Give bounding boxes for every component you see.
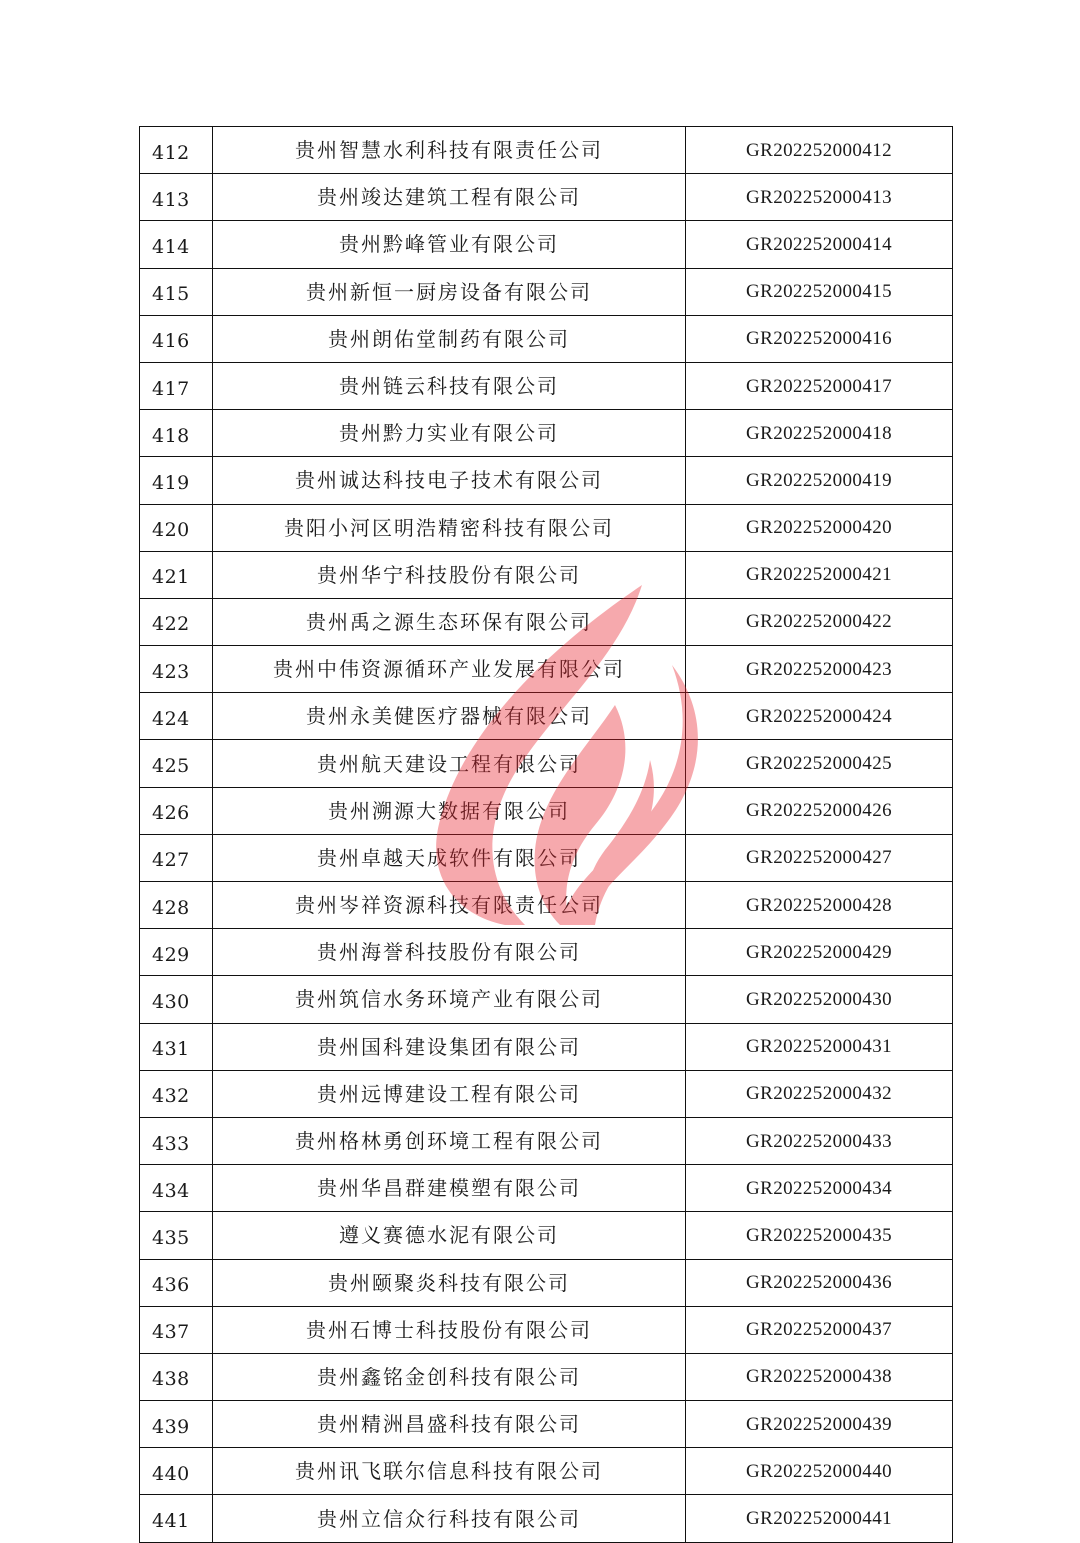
certificate-number: GR202252000412 xyxy=(686,127,953,174)
table-row xyxy=(140,976,953,1023)
row-number: 429 xyxy=(140,929,213,976)
row-number: 436 xyxy=(140,1259,213,1306)
certificate-table xyxy=(139,126,953,1543)
row-number: 422 xyxy=(140,598,213,645)
row-number: 417 xyxy=(140,362,213,409)
company-name: 贵州黔峰管业有限公司 xyxy=(213,221,686,268)
company-name: 贵州讯飞联尔信息科技有限公司 xyxy=(213,1448,686,1495)
certificate-number: GR202252000438 xyxy=(686,1353,953,1400)
row-number: 412 xyxy=(140,127,213,174)
certificate-number: GR202252000419 xyxy=(686,457,953,504)
table-row xyxy=(140,598,953,645)
row-number: 439 xyxy=(140,1401,213,1448)
certificate-number: GR202252000437 xyxy=(686,1306,953,1353)
company-name: 贵州国科建设集团有限公司 xyxy=(213,1023,686,1070)
table-row xyxy=(140,1353,953,1400)
row-number: 428 xyxy=(140,882,213,929)
company-name: 贵州链云科技有限公司 xyxy=(213,362,686,409)
row-number: 418 xyxy=(140,410,213,457)
certificate-number: GR202252000414 xyxy=(686,221,953,268)
company-name: 贵州颐聚炎科技有限公司 xyxy=(213,1259,686,1306)
company-name: 贵州华昌群建模塑有限公司 xyxy=(213,1165,686,1212)
table-row xyxy=(140,1306,953,1353)
table-row xyxy=(140,504,953,551)
table-row xyxy=(140,787,953,834)
table-row xyxy=(140,457,953,504)
certificate-number: GR202252000428 xyxy=(686,882,953,929)
certificate-number: GR202252000436 xyxy=(686,1259,953,1306)
table-row xyxy=(140,1495,953,1542)
row-number: 424 xyxy=(140,693,213,740)
certificate-number: GR202252000429 xyxy=(686,929,953,976)
certificate-number: GR202252000418 xyxy=(686,410,953,457)
row-number: 419 xyxy=(140,457,213,504)
certificate-number: GR202252000434 xyxy=(686,1165,953,1212)
certificate-number: GR202252000425 xyxy=(686,740,953,787)
certificate-number: GR202252000424 xyxy=(686,693,953,740)
row-number: 421 xyxy=(140,551,213,598)
table-row xyxy=(140,1070,953,1117)
table-row xyxy=(140,1212,953,1259)
row-number: 433 xyxy=(140,1117,213,1164)
company-name: 贵州华宁科技股份有限公司 xyxy=(213,551,686,598)
table-row xyxy=(140,315,953,362)
certificate-number: GR202252000430 xyxy=(686,976,953,1023)
row-number: 416 xyxy=(140,315,213,362)
table-row xyxy=(140,410,953,457)
row-number: 413 xyxy=(140,174,213,221)
certificate-number: GR202252000422 xyxy=(686,598,953,645)
certificate-number: GR202252000431 xyxy=(686,1023,953,1070)
company-name: 贵州筑信水务环境产业有限公司 xyxy=(213,976,686,1023)
table-row xyxy=(140,1401,953,1448)
company-name: 贵州智慧水利科技有限责任公司 xyxy=(213,127,686,174)
row-number: 426 xyxy=(140,787,213,834)
row-number: 431 xyxy=(140,1023,213,1070)
row-number: 432 xyxy=(140,1070,213,1117)
company-name: 贵州竣达建筑工程有限公司 xyxy=(213,174,686,221)
table-row xyxy=(140,646,953,693)
certificate-number: GR202252000416 xyxy=(686,315,953,362)
row-number: 434 xyxy=(140,1165,213,1212)
table-row xyxy=(140,693,953,740)
table-row xyxy=(140,1117,953,1164)
certificate-number: GR202252000433 xyxy=(686,1117,953,1164)
table-row xyxy=(140,882,953,929)
certificate-number: GR202252000423 xyxy=(686,646,953,693)
table-row xyxy=(140,268,953,315)
table-row xyxy=(140,740,953,787)
row-number: 425 xyxy=(140,740,213,787)
company-name: 贵州禹之源生态环保有限公司 xyxy=(213,598,686,645)
table-row xyxy=(140,362,953,409)
company-name: 贵州新恒一厨房设备有限公司 xyxy=(213,268,686,315)
company-name: 贵州朗佑堂制药有限公司 xyxy=(213,315,686,362)
row-number: 430 xyxy=(140,976,213,1023)
row-number: 423 xyxy=(140,646,213,693)
row-number: 441 xyxy=(140,1495,213,1542)
certificate-number: GR202252000420 xyxy=(686,504,953,551)
company-name: 贵州中伟资源循环产业发展有限公司 xyxy=(213,646,686,693)
company-name: 贵州格林勇创环境工程有限公司 xyxy=(213,1117,686,1164)
company-name: 贵州溯源大数据有限公司 xyxy=(213,787,686,834)
certificate-number: GR202252000421 xyxy=(686,551,953,598)
company-name: 贵州立信众行科技有限公司 xyxy=(213,1495,686,1542)
row-number: 415 xyxy=(140,268,213,315)
row-number: 427 xyxy=(140,834,213,881)
company-name: 贵州岑祥资源科技有限责任公司 xyxy=(213,882,686,929)
company-name: 贵州远博建设工程有限公司 xyxy=(213,1070,686,1117)
certificate-number: GR202252000440 xyxy=(686,1448,953,1495)
table-row xyxy=(140,221,953,268)
company-name: 贵阳小河区明浩精密科技有限公司 xyxy=(213,504,686,551)
table-row xyxy=(140,929,953,976)
certificate-number: GR202252000441 xyxy=(686,1495,953,1542)
table-row xyxy=(140,1165,953,1212)
table-row xyxy=(140,834,953,881)
company-name: 贵州精洲昌盛科技有限公司 xyxy=(213,1401,686,1448)
row-number: 435 xyxy=(140,1212,213,1259)
table-row xyxy=(140,1259,953,1306)
table-row xyxy=(140,551,953,598)
certificate-number: GR202252000417 xyxy=(686,362,953,409)
company-name: 贵州黔力实业有限公司 xyxy=(213,410,686,457)
company-name: 贵州航天建设工程有限公司 xyxy=(213,740,686,787)
certificate-number: GR202252000426 xyxy=(686,787,953,834)
company-name: 遵义赛德水泥有限公司 xyxy=(213,1212,686,1259)
table-row xyxy=(140,174,953,221)
certificate-number: GR202252000439 xyxy=(686,1401,953,1448)
company-name: 贵州诚达科技电子技术有限公司 xyxy=(213,457,686,504)
row-number: 437 xyxy=(140,1306,213,1353)
company-name: 贵州卓越天成软件有限公司 xyxy=(213,834,686,881)
company-name: 贵州石博士科技股份有限公司 xyxy=(213,1306,686,1353)
company-name: 贵州永美健医疗器械有限公司 xyxy=(213,693,686,740)
table-row xyxy=(140,127,953,174)
certificate-number: GR202252000435 xyxy=(686,1212,953,1259)
table-body xyxy=(140,127,953,1543)
row-number: 438 xyxy=(140,1353,213,1400)
row-number: 420 xyxy=(140,504,213,551)
certificate-number: GR202252000432 xyxy=(686,1070,953,1117)
row-number: 440 xyxy=(140,1448,213,1495)
company-name: 贵州鑫铭金创科技有限公司 xyxy=(213,1353,686,1400)
certificate-number: GR202252000413 xyxy=(686,174,953,221)
certificate-number: GR202252000415 xyxy=(686,268,953,315)
company-name: 贵州海誉科技股份有限公司 xyxy=(213,929,686,976)
certificate-number: GR202252000427 xyxy=(686,834,953,881)
row-number: 414 xyxy=(140,221,213,268)
table-row xyxy=(140,1023,953,1070)
